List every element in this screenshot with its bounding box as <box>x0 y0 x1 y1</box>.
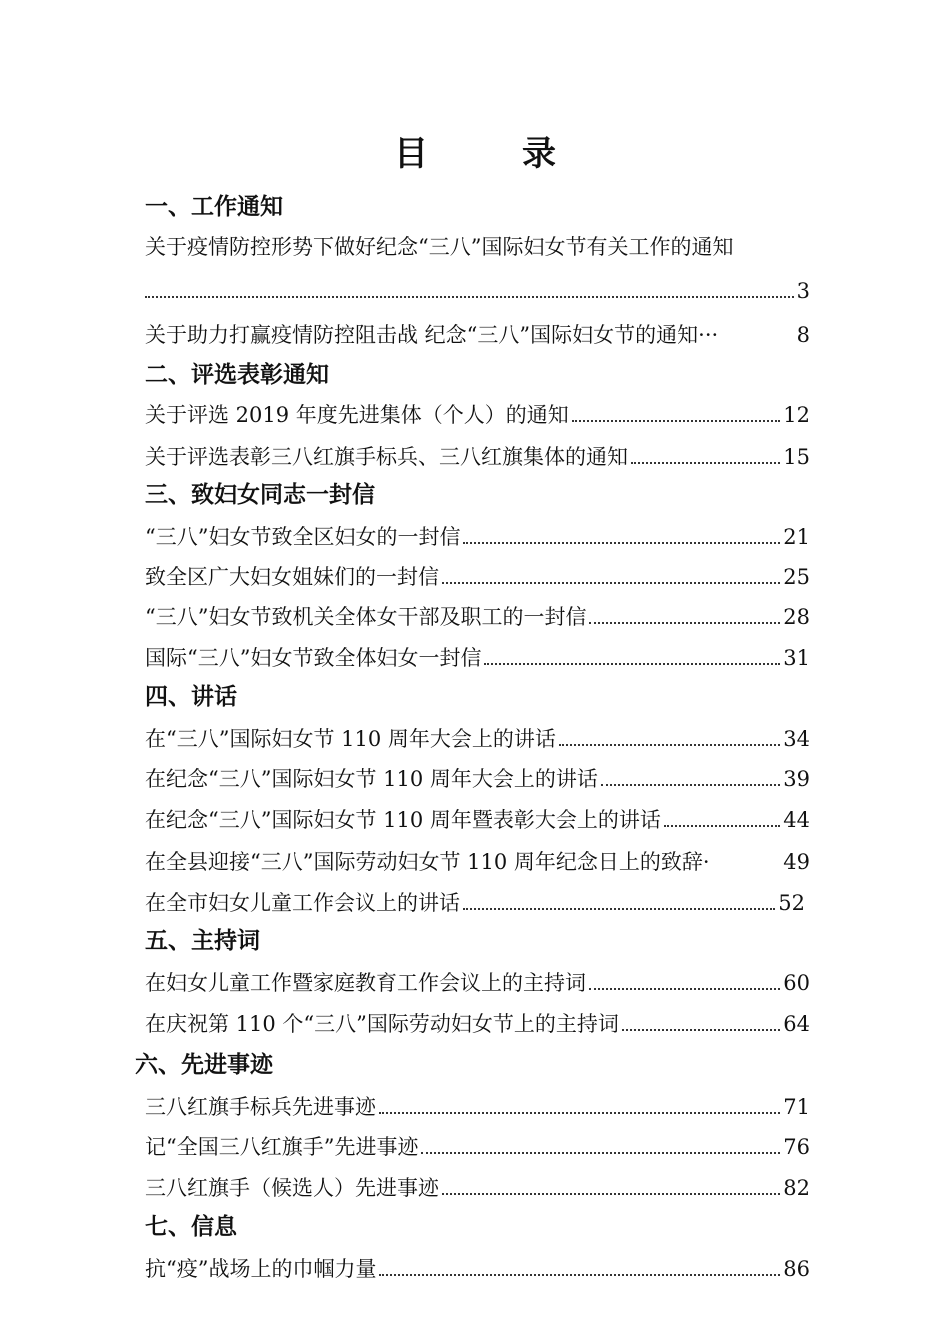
leader-dots <box>463 541 780 544</box>
toc-entry-text: 关于助力打赢疫情防控阻击战 纪念“三八”国际妇女节的通知··· <box>145 323 719 347</box>
section-heading-letters: 三、致妇女同志一封信 <box>145 481 375 508</box>
leader-dots <box>589 621 780 624</box>
toc-entry-text: 三八红旗手标兵先进事迹 <box>145 1095 376 1119</box>
toc-entry[interactable] <box>145 1086 810 1120</box>
toc-entry[interactable] <box>145 314 810 348</box>
leader-dots <box>622 1028 780 1031</box>
toc-entry-page: 8 <box>796 323 810 347</box>
toc-entry-page: 49 <box>783 850 810 874</box>
toc-entry-page: 12 <box>783 403 810 427</box>
toc-entry-page: 60 <box>783 971 810 995</box>
toc-entry-page: 86 <box>783 1257 810 1281</box>
toc-entry-page: 71 <box>783 1095 810 1119</box>
toc-entry-page: 34 <box>783 727 810 751</box>
toc-entry-text: “三八”妇女节致机关全体女干部及职工的一封信 <box>145 605 587 629</box>
leader-dots <box>379 1273 780 1276</box>
toc-entry[interactable] <box>145 226 810 260</box>
toc-entry-page: 15 <box>783 445 810 469</box>
toc-entry[interactable] <box>145 1003 810 1037</box>
toc-entry-text: 在纪念“三八”国际妇女节 110 周年暨表彰大会上的讲话 <box>145 808 661 832</box>
toc-entry[interactable] <box>145 718 810 752</box>
toc-entry[interactable] <box>145 1126 810 1160</box>
page-title: 目 录 <box>394 134 586 174</box>
toc-entry-text: 记“全国三八红旗手”先进事迹 <box>145 1135 419 1159</box>
toc-entry-text: 三八红旗手（候选人）先进事迹 <box>145 1176 439 1200</box>
leader-dots <box>559 743 780 746</box>
leader-dots <box>442 581 780 584</box>
leader-dots <box>442 1192 780 1195</box>
toc-entry[interactable] <box>145 1248 810 1282</box>
toc-entry-text: 在妇女儿童工作暨家庭教育工作会议上的主持词 <box>145 971 586 995</box>
section-heading-information: 七、信息 <box>145 1213 237 1240</box>
leader-dots <box>463 907 775 910</box>
toc-entry-page: 28 <box>783 605 810 629</box>
toc-entry[interactable] <box>145 637 810 671</box>
toc-entry-text: 关于评选表彰三八红旗手标兵、三八红旗集体的通知 <box>145 445 628 469</box>
leader-dots <box>664 824 780 827</box>
toc-entry-text: 在全县迎接“三八”国际劳动妇女节 110 周年纪念日上的致辞· <box>145 850 710 874</box>
toc-entry[interactable] <box>145 436 810 470</box>
leader-dots <box>631 461 780 464</box>
toc-entry-text: “三八”妇女节致全区妇女的一封信 <box>145 525 461 549</box>
toc-entry[interactable] <box>145 1167 810 1201</box>
toc-entry-page: 39 <box>783 767 810 791</box>
section-heading-achievements: 六、先进事迹 <box>135 1051 273 1078</box>
section-heading-speeches: 四、讲话 <box>145 683 237 710</box>
toc-entry-text: 在全市妇女儿童工作会议上的讲话 <box>145 891 460 915</box>
toc-entry-text: 在庆祝第 110 个“三八”国际劳动妇女节上的主持词 <box>145 1012 619 1036</box>
toc-entry-text: 关于评选 2019 年度先进集体（个人）的通知 <box>145 403 569 427</box>
toc-entry[interactable] <box>145 556 810 590</box>
toc-entry-text: 关于疫情防控形势下做好纪念“三八”国际妇女节有关工作的通知 <box>145 235 734 259</box>
toc-entry-page: 3 <box>796 279 810 303</box>
leader-dots <box>572 419 780 422</box>
toc-entry[interactable] <box>145 596 810 630</box>
toc-entry-page: 21 <box>783 525 810 549</box>
section-heading-notices: 一、工作通知 <box>145 193 283 220</box>
toc-entry-text: 抗“疫”战场上的巾帼力量 <box>145 1257 377 1281</box>
toc-entry-page: 64 <box>783 1012 810 1036</box>
toc-entry[interactable] <box>145 799 810 833</box>
toc-entry[interactable] <box>145 882 805 916</box>
toc-entry-text: 致全区广大妇女姐妹们的一封信 <box>145 565 439 589</box>
leader-dots <box>145 295 794 298</box>
toc-entry-page: 52 <box>778 891 805 915</box>
toc-entry-page: 25 <box>783 565 810 589</box>
toc-entry[interactable] <box>145 270 810 304</box>
toc-entry[interactable] <box>145 841 810 875</box>
section-heading-host-speeches: 五、主持词 <box>145 927 260 954</box>
toc-entry-text: 在纪念“三八”国际妇女节 110 周年大会上的讲话 <box>145 767 598 791</box>
toc-entry-page: 76 <box>783 1135 810 1159</box>
section-heading-awards: 二、评选表彰通知 <box>145 361 329 388</box>
toc-entry[interactable] <box>145 394 810 428</box>
leader-dots <box>601 783 780 786</box>
toc-entry-page: 31 <box>783 646 810 670</box>
leader-dots <box>421 1151 780 1154</box>
leader-dots <box>379 1111 780 1114</box>
toc-entry-page: 44 <box>783 808 810 832</box>
toc-entry-page: 82 <box>783 1176 810 1200</box>
toc-entry[interactable] <box>145 758 810 792</box>
toc-entry-text: 在“三八”国际妇女节 110 周年大会上的讲话 <box>145 727 556 751</box>
toc-entry[interactable] <box>145 962 810 996</box>
leader-dots <box>589 987 780 990</box>
leader-dots <box>484 662 780 665</box>
toc-entry[interactable] <box>145 516 810 550</box>
toc-entry-text: 国际“三八”妇女节致全体妇女一封信 <box>145 646 482 670</box>
